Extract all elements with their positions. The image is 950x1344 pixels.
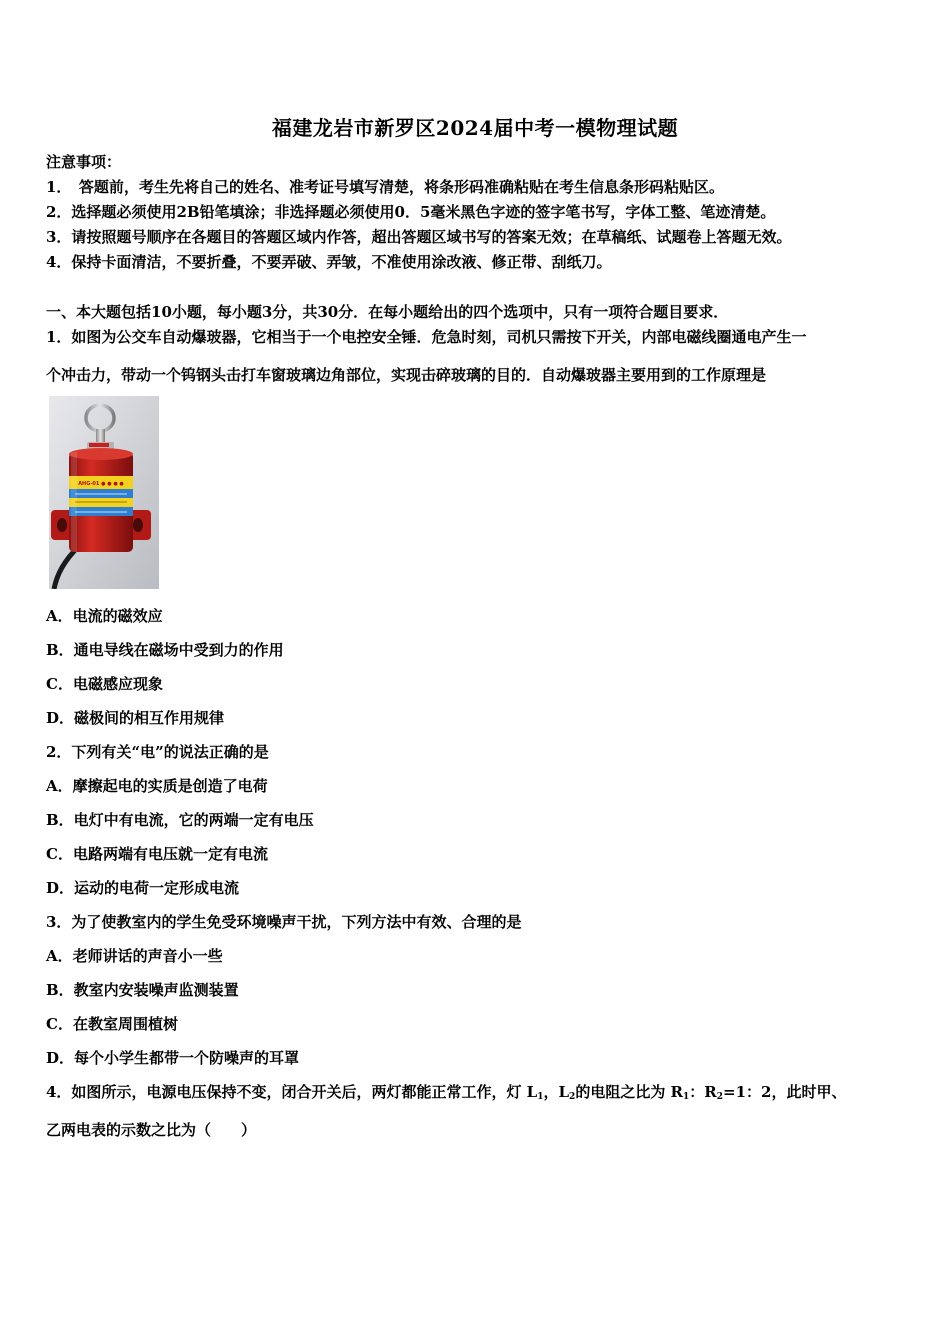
question-4-line-2: 乙两电表的示数之比为（ ）: [46, 1121, 257, 1139]
notice-item-2: 2．选择题必须使用2B铅笔填涂；非选择题必须使用0．5毫米黑色字迹的签字笔书写，字体工整、笔迹清楚。: [46, 203, 776, 221]
question-4-line-1: [46, 1081, 846, 1102]
question-1-option-a: A．电流的磁效应: [46, 607, 163, 625]
notice-item-3: 3．请按照题号顺序在各题目的答题区域内作答，超出答题区域书写的答案无效；在草稿纸、试题卷上答题无效。: [46, 228, 792, 246]
subscript-r1: 1: [683, 1092, 690, 1102]
question-4-text-d: ：R: [689, 1083, 717, 1101]
question-4-text-b: ，L: [543, 1083, 570, 1101]
notice-heading: 注意事项：: [46, 153, 122, 171]
question-2-option-d: D．运动的电荷一定形成电流: [46, 879, 240, 897]
question-1-line-1: 1．如图为公交车自动爆玻器，它相当于一个电控安全锤．危急时刻，司机只需按下开关，内部电磁线圈通电产生一: [46, 328, 807, 346]
question-4-text-e: =1：2，此时甲、: [723, 1083, 847, 1101]
question-2-option-a: A．摩擦起电的实质是创造了电荷: [46, 777, 268, 795]
question-3-option-c: C．在教室周围植树: [46, 1015, 178, 1033]
question-2-stem: 2．下列有关“电”的说法正确的是: [46, 743, 269, 761]
question-1-line-2: 个冲击力，带动一个钨钢头击打车窗玻璃边角部位，实现击碎玻璃的目的．自动爆玻器主要用到的工作原理是: [46, 366, 767, 384]
subscript-l2: 2: [569, 1092, 576, 1102]
question-1-option-d: D．磁极间的相互作用规律: [46, 709, 225, 727]
question-4-text-c: 的电阻之比为 R: [575, 1083, 684, 1101]
question-3-option-b: B．教室内安装噪声监测装置: [46, 981, 239, 999]
question-2-option-b: B．电灯中有电流，它的两端一定有电压: [46, 811, 314, 829]
notice-item-1: 1． 答题前，考生先将自己的姓名、准考证号填写清楚，将条形码准确粘贴在考生信息条形码粘贴区。: [46, 178, 724, 196]
question-3-option-a: A．老师讲话的声音小一些: [46, 947, 223, 965]
question-4-text-a: 4．如图所示，电源电压保持不变，闭合开关后，两灯都能正常工作，灯 L: [46, 1083, 538, 1101]
photo-label-text: AHG-01 ● ● ● ●: [78, 481, 124, 487]
subscript-r2: 2: [716, 1092, 724, 1102]
question-1-option-b: B．通电导线在磁场中受到力的作用: [46, 641, 284, 659]
question-1-option-c: C．电磁感应现象: [46, 675, 163, 693]
notice-item-4: 4．保持卡面清洁，不要折叠，不要弄破、弄皱，不准使用涂改液、修正带、刮纸刀。: [46, 253, 612, 271]
bus-window-breaker-photo: [49, 396, 159, 589]
question-3-option-d: D．每个小学生都带一个防噪声的耳罩: [46, 1049, 300, 1067]
page-title: 福建龙岩市新罗区2024届中考一模物理试题: [271, 116, 679, 140]
question-2-option-c: C．电路两端有电压就一定有电流: [46, 845, 268, 863]
question-3-stem: 3．为了使教室内的学生免受环境噪声干扰，下列方法中有效、合理的是: [46, 913, 522, 931]
section-intro: 一、本大题包括10小题，每小题3分，共30分．在每小题给出的四个选项中，只有一项符合题目要求．: [46, 303, 729, 321]
subscript-l1: 1: [537, 1092, 544, 1102]
